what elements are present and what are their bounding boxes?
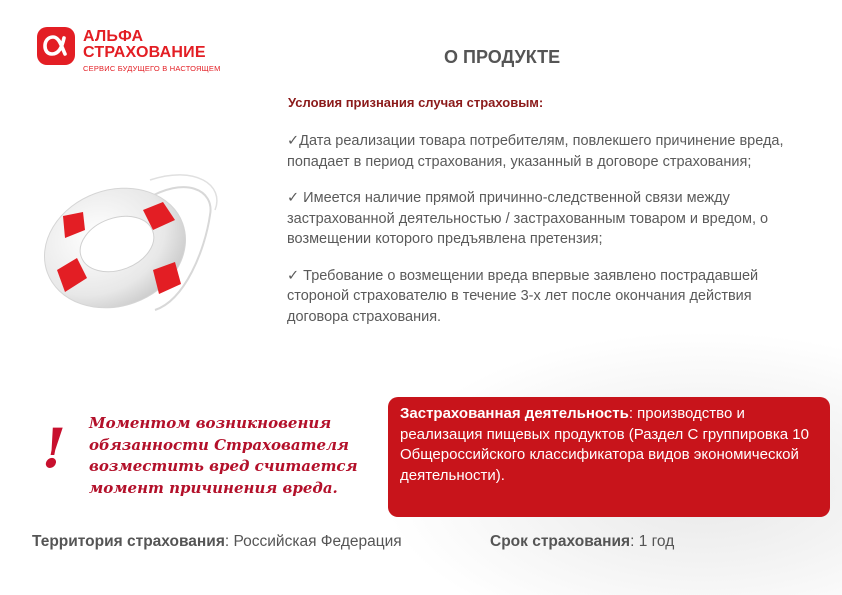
page-title: О ПРОДУКТЕ [444, 47, 561, 67]
alfa-logo-icon [37, 27, 75, 65]
note-text: Моментом возникновения обязанности Страхователя возместить вред считается момент причинения вреда. [89, 414, 358, 497]
conditions-title: Условия признания случая страховым: [288, 95, 544, 110]
term-label: Срок страхования [490, 533, 631, 550]
brand-name-line2: СТРАХОВАНИЕ [83, 44, 206, 61]
term-value: : 1 год [630, 533, 675, 550]
insured-activity-text: : производство и реализация пищевых продуктов (Раздел С группировка 10 Общероссийского классификатора видов экономической деятельности). [400, 405, 809, 484]
insured-activity-label: Застрахованная деятельность [400, 405, 629, 422]
territory-value: : Российская Федерация [224, 533, 402, 550]
territory-label: Территория страхования [32, 533, 225, 550]
conditions-list [287, 131, 787, 343]
insured-activity-box [388, 397, 830, 517]
insurance-term [490, 533, 674, 551]
brand-name-line1: АЛЬФА [83, 28, 144, 45]
territory [32, 533, 402, 551]
brand-slogan: СЕРВИС БУДУЩЕГО В НАСТОЯЩЕМ [83, 64, 221, 73]
warning-exclamation-icon: ! [42, 416, 66, 480]
condition-item: ✓ Имеется наличие прямой причинно-следственной связи между застрахованной деятельностью / застрахованным товаром и вредом, о возмещении которого предъявлена претензия; [287, 190, 769, 247]
condition-item: ✓ Требование о возмещении вреда впервые заявлено пострадавшей стороной страхователю в течение 3-х лет после окончания действия договора страхования. [287, 267, 759, 325]
lifebuoy-icon [35, 160, 235, 320]
condition-item: ✓Дата реализации товара потребителям, повлекшего причинение вреда, попадает в период страхования, указанный в договоре страхования; [287, 133, 784, 170]
brand-logo [37, 27, 221, 73]
